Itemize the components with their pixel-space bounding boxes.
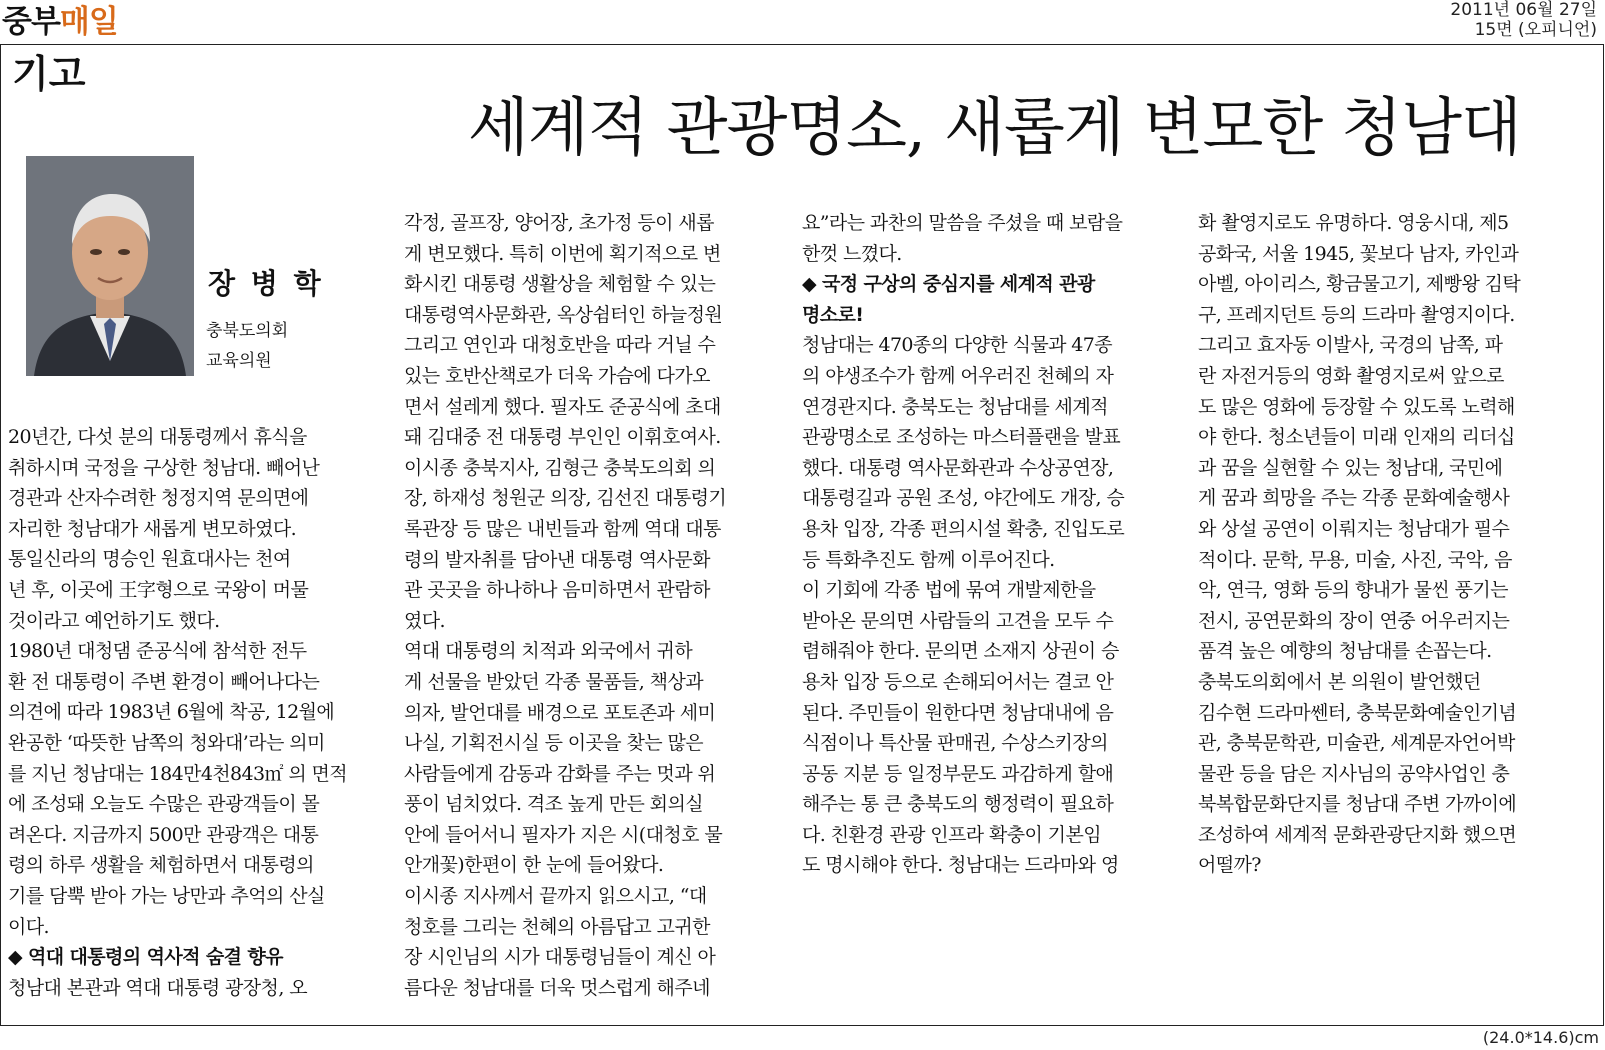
text-line: 취하시며 국정을 구상한 청남대. 빼어난: [8, 456, 320, 479]
text-line: 렴해줘야 한다. 문의면 소재지 상권이 승: [802, 640, 1119, 663]
text-line: 였다.: [404, 609, 445, 632]
text-line: 이다.: [8, 915, 49, 938]
text-line: 령의 발자취를 담아낸 대통령 역사문화: [404, 548, 710, 571]
section-label: 기고: [12, 52, 86, 96]
text-line: 란 자전거등의 영화 촬영지로써 앞으로: [1198, 364, 1504, 387]
text-line: 관 곳곳을 하나하나 음미하면서 관람하: [404, 579, 710, 602]
text-line: 품격 높은 예향의 청남대를 손꼽는다.: [1198, 640, 1492, 663]
text-line: 청호를 그리는 천혜의 아름답고 고귀한: [404, 915, 710, 938]
publication-date: 2011년 06월 27일: [1450, 0, 1597, 20]
text-line: 청남대는 470종의 다양한 식물과 47종: [802, 334, 1113, 357]
text-line: 된다. 주민들이 원한다면 청남대내에 음: [802, 701, 1114, 724]
text-line: 김수현 드라마쎈터, 충북문화예술인기념: [1198, 701, 1517, 724]
subheading: ◆ 역대 대통령의 역사적 숨결 향유: [8, 946, 283, 969]
text-line: 나실, 기획전시실 등 이곳을 찾는 많은: [404, 732, 703, 755]
text-line: 록관장 등 많은 내빈들과 함께 역대 대통: [404, 517, 721, 540]
text-line: 환 전 대통령이 주변 환경이 빼어나다는: [8, 670, 320, 693]
logo-text-part1: 중부: [2, 4, 60, 40]
text-line: 도 많은 영화에 등장할 수 있도록 노력해: [1198, 395, 1515, 418]
text-line: 조성하여 세계적 문화관광단지화 했으면: [1198, 823, 1517, 846]
text-line: 려온다. 지금까지 500만 관광객은 대통: [8, 823, 319, 846]
text-line: 악, 연극, 영화 등의 향내가 물씬 풍기는: [1198, 579, 1508, 602]
text-line: 도 명시해야 한다. 청남대는 드라마와 영: [802, 854, 1119, 877]
text-line: 역대 대통령의 치적과 외국에서 귀하: [404, 640, 693, 663]
text-line: 대통령길과 공원 조성, 야간에도 개장, 승: [802, 487, 1125, 510]
text-line: 용차 입장 등으로 손해되어서는 결코 안: [802, 670, 1114, 693]
text-line: 년 후, 이곳에 王字형으로 국왕이 머물: [8, 578, 309, 601]
subheading: 명소로!: [802, 303, 864, 326]
text-line: 과 꿈을 실현할 수 있는 청남대, 국민에: [1198, 456, 1503, 479]
subheading: ◆ 국정 구상의 중심지를 세계적 관광: [802, 273, 1095, 296]
text-line: 게 선물을 받았던 각종 물품들, 책상과: [404, 670, 703, 693]
text-line: 해주는 통 큰 충북도의 행정력이 필요하: [802, 793, 1114, 816]
text-line: 름다운 청남대를 더욱 멋스럽게 해주네: [404, 976, 710, 999]
text-line: 것이라고 예언하기도 했다.: [8, 609, 220, 632]
newspaper-logo: [2, 0, 118, 44]
text-line: 했다. 대통령 역사문화관과 수상공연장,: [802, 456, 1114, 479]
article-column-1: [8, 422, 386, 1003]
text-line: 완공한 ‘따뜻한 남쪽의 청와대’라는 의미: [8, 731, 325, 754]
text-line: 20년간, 다섯 분의 대통령께서 휴식을: [8, 426, 307, 448]
text-line: 용차 입장, 각종 편의시설 확충, 진입도로: [802, 517, 1125, 540]
article-column-2: [404, 208, 782, 1003]
author-affiliation: 충북도의회: [206, 321, 289, 341]
text-line: 청남대 본관과 역대 대통령 광장청, 오: [8, 976, 307, 999]
text-line: 그리고 효자동 이발사, 국경의 남쪽, 파: [1198, 334, 1503, 357]
text-line: 1980년 대청댐 준공식에 참석한 전두: [8, 640, 307, 663]
text-line: 기를 담뿍 받아 가는 낭만과 추억의 산실: [8, 884, 325, 907]
text-line: 장, 하재성 청원군 의장, 김선진 대통령기: [404, 487, 727, 510]
text-line: 면서 설레게 했다. 필자도 준공식에 초대: [404, 395, 721, 418]
text-line: 화시킨 대통령 생활상을 체험할 수 있는: [404, 273, 716, 296]
article-column-4: [1198, 208, 1576, 881]
text-line: 돼 김대중 전 대통령 부인인 이휘호여사.: [404, 426, 721, 449]
text-line: 어떨까?: [1198, 854, 1261, 877]
text-line: 연경관지다. 충북도는 청남대를 세계적: [802, 395, 1108, 418]
text-line: 있는 호반산책로가 더욱 가슴에 다가오: [404, 364, 710, 387]
text-line: 공동 지분 등 일정부문도 과감하게 할애: [802, 762, 1114, 785]
text-line: 의자, 발언대를 배경으로 포토존과 세미: [404, 701, 716, 724]
author-portrait-graphic: [26, 156, 194, 376]
text-line: 북복합문화단지를 청남대 주변 가까이에: [1198, 793, 1517, 816]
text-line: 게 변모했다. 특히 이번에 획기적으로 변: [404, 242, 721, 265]
text-line: 풍이 넘치었다. 격조 높게 만든 회의실: [404, 793, 703, 816]
text-line: 게 꿈과 희망을 주는 각종 문화예술행사: [1198, 487, 1510, 510]
text-line: 를 지닌 청남대는 184만4천843㎡ 의 면적: [8, 762, 348, 785]
text-line: 장 시인님의 시가 대통령님들이 계신 아: [404, 946, 716, 969]
text-line: 사람들에게 감동과 감화를 주는 멋과 위: [404, 762, 716, 785]
text-line: 아벨, 아이리스, 황금물고기, 제빵왕 김탁: [1198, 273, 1521, 296]
page-section-info: 15면 (오피니언): [1474, 20, 1597, 40]
text-line: 이시종 충북지사, 김형근 충북도의회 의: [404, 456, 716, 479]
text-line: 받아온 문의면 사람들의 고견을 모두 수: [802, 609, 1114, 632]
text-line: 화 촬영지로도 유명하다. 영웅시대, 제5: [1198, 212, 1509, 234]
text-line: 와 상설 공연이 이뤄지는 청남대가 필수: [1198, 517, 1510, 540]
text-line: 령의 하루 생활을 체험하면서 대통령의: [8, 854, 314, 877]
author-title: 교육의원: [206, 351, 272, 371]
text-line: 등 특화추진도 함께 이루어진다.: [802, 548, 1055, 571]
logo-text-part2: 매일: [59, 4, 118, 40]
text-line: 식점이나 특산물 판매권, 수상스키장의: [802, 732, 1108, 755]
author-name: 장 병 학: [208, 267, 324, 300]
text-line: 안에 들어서니 필자가 지은 시(대청호 물: [404, 823, 723, 846]
text-line: 대통령역사문화관, 옥상쉼터인 하늘정원: [404, 303, 723, 326]
text-line: 관광명소로 조성하는 마스터플랜을 발표: [802, 426, 1121, 449]
text-line: 경관과 산자수려한 청정지역 문의면에: [8, 487, 309, 510]
article-headline: 세계적 관광명소, 새롭게 변모한 청남대: [468, 91, 1521, 164]
text-line: 이시종 지사께서 끝까지 읽으시고, “대: [404, 885, 707, 908]
text-line: 안개꽃)한편이 한 눈에 들어왔다.: [404, 854, 664, 877]
text-line: 관, 충북문학관, 미술관, 세계문자언어박: [1198, 732, 1515, 755]
text-line: 각정, 골프장, 양어장, 초가정 등이 새롭: [404, 212, 714, 234]
text-line: 에 조성돼 오늘도 수많은 관광객들이 몰: [8, 793, 320, 816]
text-line: 의 야생조수가 함께 어우러진 천혜의 자: [802, 364, 1114, 387]
text-line: 다. 친환경 관광 인프라 확충이 기본임: [802, 823, 1101, 846]
text-line: 전시, 공연문화의 장이 연중 어우러지는: [1198, 609, 1510, 632]
text-line: 물관 등을 담은 지사님의 공약사업인 충: [1198, 762, 1510, 785]
text-line: 그리고 연인과 대청호반을 따라 거닐 수: [404, 334, 716, 357]
publication-info: [1450, 0, 1597, 40]
article-column-3: [802, 208, 1180, 881]
text-line: 요”라는 과찬의 말씀을 주셨을 때 보람을: [802, 212, 1123, 234]
text-line: 적이다. 문학, 무용, 미술, 사진, 국악, 음: [1198, 548, 1512, 571]
text-line: 이 기회에 각종 법에 묶여 개발제한을: [802, 579, 1096, 602]
text-line: 야 한다. 청소년들이 미래 인재의 리더십: [1198, 426, 1515, 449]
text-line: 한껏 느꼈다.: [802, 242, 902, 265]
clipping-size: (24.0*14.6)cm: [1482, 1028, 1599, 1047]
text-line: 공화국, 서울 1945, 꽃보다 남자, 카인과: [1198, 242, 1519, 265]
text-line: 자리한 청남대가 새롭게 변모하였다.: [8, 517, 297, 540]
text-line: 통일신라의 명승인 원효대사는 천여: [8, 548, 291, 571]
text-line: 의견에 따라 1983년 6월에 착공, 12월에: [8, 701, 335, 724]
text-line: 구, 프레지던트 등의 드라마 촬영지이다.: [1198, 303, 1515, 326]
author-photo: [26, 156, 194, 376]
text-line: 충북도의회에서 본 의원이 발언했던: [1198, 670, 1481, 693]
